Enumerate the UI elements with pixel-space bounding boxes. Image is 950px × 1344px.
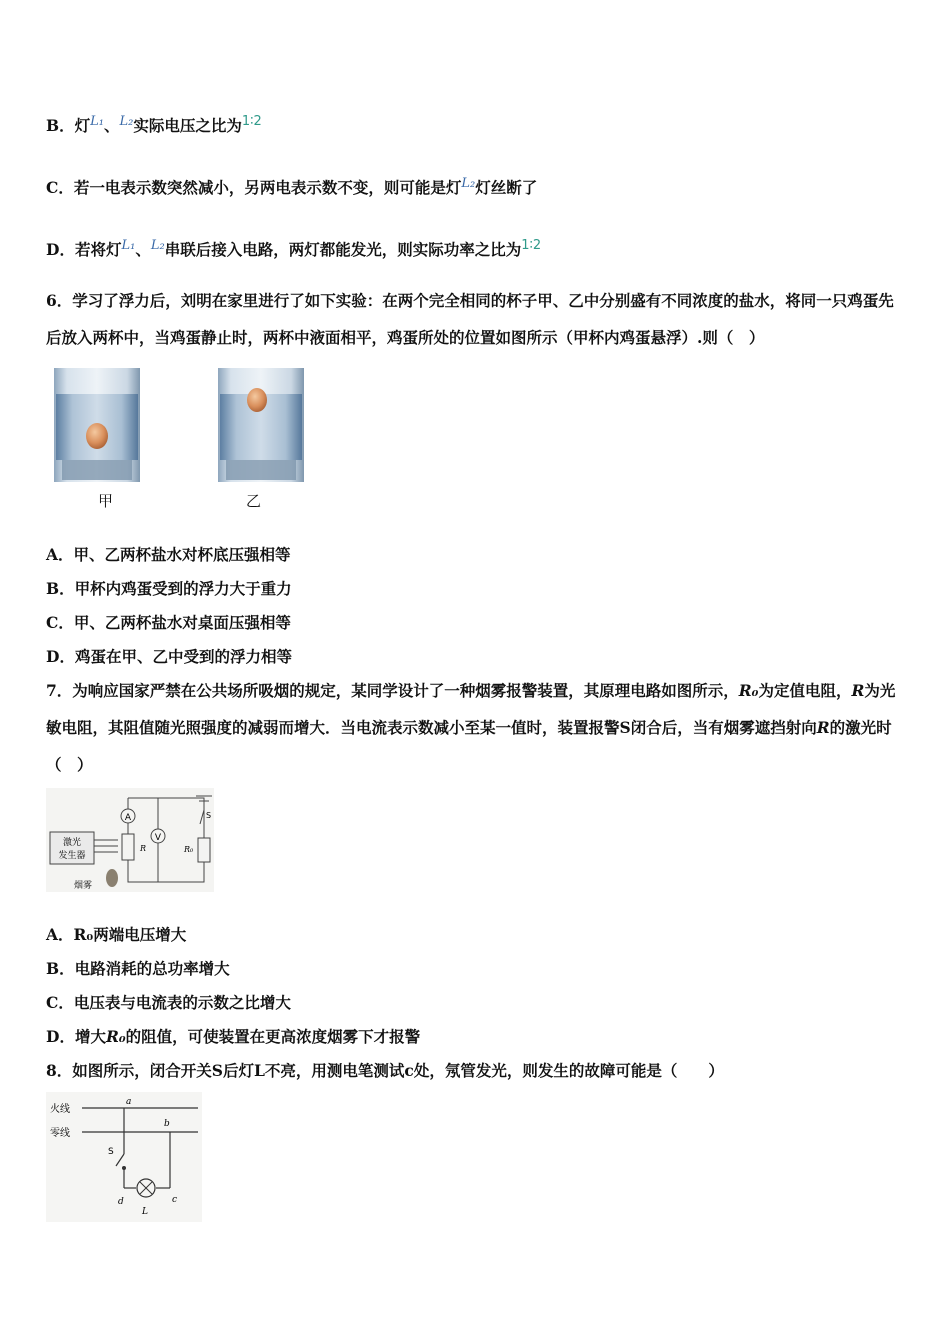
q7-option-b[interactable]: B．电路消耗的总功率增大 bbox=[46, 959, 230, 978]
q6-option-a[interactable]: A．甲、乙两杯盐水对杯底压强相等 bbox=[46, 545, 291, 564]
r0-label: R₀ bbox=[184, 845, 194, 854]
q5-c-text: C．若一电表示数突然减小，另两电表示数不变，则可能是灯 bbox=[46, 178, 462, 197]
q5-option-b[interactable] bbox=[46, 116, 262, 138]
l1-symbol: L₁ bbox=[90, 114, 104, 129]
q5-d-mid: 串联后接入电路，两灯都能发光，则实际功率之比为 bbox=[164, 240, 522, 259]
cup-yi bbox=[218, 368, 304, 482]
l2-symbol: L₂ bbox=[150, 238, 165, 253]
q7-stem-d: 的激光时（ ） bbox=[46, 718, 892, 774]
label-yi: 乙 bbox=[246, 492, 262, 510]
label-jia: 甲 bbox=[98, 492, 114, 510]
r0-symbol: R₀ bbox=[105, 1027, 126, 1046]
q7-option-a[interactable]: A．R₀两端电压增大 bbox=[46, 925, 187, 944]
q7-stem bbox=[46, 672, 906, 783]
egg-cups-figure bbox=[52, 366, 312, 486]
q6-option-c[interactable]: C．甲、乙两杯盐水对桌面压强相等 bbox=[46, 613, 291, 632]
point-a: a bbox=[126, 1097, 132, 1107]
q7-stem-b: 为定值电阻， bbox=[758, 681, 852, 700]
q7-stem-c: 为光敏电阻，其阻值随光照强度的减弱而增大．当电流表示数减小至某一值时，装置报警S闭合后，当有烟雾遮挡射向 bbox=[46, 681, 896, 737]
point-d: d bbox=[118, 1197, 124, 1207]
ratio-value: 1∶2 bbox=[521, 238, 542, 253]
smoke-label: 烟雾 bbox=[74, 881, 93, 891]
q7-option-c[interactable]: C．电压表与电流表的示数之比增大 bbox=[46, 993, 291, 1012]
l2-symbol: L₂ bbox=[461, 176, 476, 191]
point-b: b bbox=[164, 1119, 170, 1129]
q6-option-b[interactable]: B．甲杯内鸡蛋受到的浮力大于重力 bbox=[46, 579, 292, 598]
smoke-icon bbox=[106, 869, 118, 887]
egg-floating bbox=[247, 388, 267, 412]
separator: 、 bbox=[103, 116, 120, 135]
household-circuit bbox=[46, 1092, 202, 1222]
egg-suspended bbox=[86, 423, 108, 449]
q8-stem: 8．如图所示，闭合开关S后灯L不亮，用测电笔测试c处，氖管发光，则发生的故障可能是（ ） bbox=[46, 1061, 724, 1080]
neutral-wire-label: 零线 bbox=[50, 1128, 70, 1139]
q5-option-c[interactable] bbox=[46, 178, 537, 200]
q5-d-text: D．若将灯 bbox=[46, 240, 122, 259]
r-label: R bbox=[140, 844, 147, 853]
r-symbol: R bbox=[816, 718, 830, 737]
ammeter-label: A bbox=[124, 813, 132, 823]
smoke-alarm-circuit bbox=[46, 788, 214, 892]
q5-c-post: 灯丝断了 bbox=[475, 178, 538, 197]
cup-jia bbox=[54, 368, 140, 482]
laser-label: 激光 bbox=[62, 838, 82, 848]
ratio-value: 1∶2 bbox=[241, 114, 262, 129]
generator-label: 发生器 bbox=[58, 851, 86, 861]
q7-d-post: 的阻值，可使装置在更高浓度烟雾下才报警 bbox=[125, 1027, 421, 1046]
l1-symbol: L₁ bbox=[121, 238, 136, 253]
lamp-label: L bbox=[142, 1207, 148, 1217]
point-c: c bbox=[172, 1195, 178, 1205]
q5-option-d[interactable] bbox=[46, 240, 541, 262]
q5-b-mid: 实际电压之比为 bbox=[133, 116, 242, 135]
switch-label: S bbox=[206, 811, 212, 820]
q7-stem-a: 7．为响应国家严禁在公共场所吸烟的规定，某同学设计了一种烟雾报警装置，其原理电路如图所示， bbox=[46, 681, 739, 700]
q6-option-d[interactable]: D．鸡蛋在甲、乙中受到的浮力相等 bbox=[46, 647, 292, 666]
r0-symbol: R₀ bbox=[738, 681, 759, 700]
q6-stem: 6．学习了浮力后，刘明在家里进行了如下实验：在两个完全相同的杯子甲、乙中分别盛有不同浓度的盐水，将同一只鸡蛋先后放入两杯中，当鸡蛋静止时，两杯中液面相平，鸡蛋所处的位置如图所示（甲杯内鸡蛋悬浮）.则（ ） bbox=[46, 291, 894, 347]
q5-b-text: B．灯 bbox=[46, 116, 91, 135]
switch-label: S bbox=[108, 1147, 114, 1157]
separator: 、 bbox=[135, 240, 151, 259]
r-symbol: R bbox=[851, 681, 865, 700]
voltmeter-label: V bbox=[154, 833, 162, 843]
fire-wire-label: 火线 bbox=[50, 1104, 70, 1115]
q7-option-d[interactable] bbox=[46, 1027, 420, 1047]
l2-symbol: L₂ bbox=[119, 114, 134, 129]
q7-d-pre: D．增大 bbox=[46, 1027, 106, 1046]
